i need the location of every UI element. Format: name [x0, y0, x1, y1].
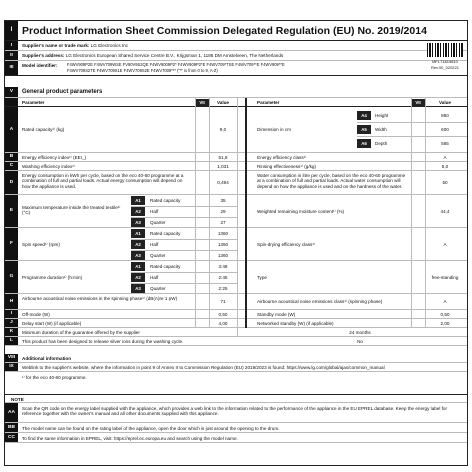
sub-label: Rated capacity: [150, 198, 181, 203]
dim-tag: A6: [357, 139, 371, 148]
row-number: I: [5, 21, 18, 40]
energy-class-value: A: [443, 155, 447, 160]
note-text: To find the same information in EPREL, visit: https://eprel.ec.europa.eu and search using the model name.: [22, 436, 238, 441]
standby-value: 0,50: [440, 312, 450, 317]
dim-tag: A5: [357, 125, 371, 134]
noise-value: 71: [220, 299, 226, 304]
model-identifier-list-2: F4WV709S2TE F4WV709S1E F4WV709S2E F4WV7009*** ("*" is from 0 to 9, A-Z): [67, 68, 218, 73]
noise-label: Airbourne acoustical noise emissions in the spinning phase¹⁾ (dB(A)re 1 pW): [22, 296, 178, 301]
param-row-h: [5, 294, 467, 310]
sub-tag: A3: [131, 251, 145, 260]
sub-label: Half: [150, 209, 159, 214]
param-row-d: [5, 171, 467, 195]
water-consumption-label: Water consumption in litre per cycle, based on the eco 40-60 programme at a combination of full and partial loads. Actual water consumption will depend on how the appliance is used and on the hardness of the water.: [257, 173, 406, 189]
delay-start-label: Delay start (W) (if applicable): [22, 321, 82, 326]
type-value: free-standing: [431, 275, 459, 280]
dim-width-value: 600: [441, 127, 449, 132]
dim-depth-label: Depth: [375, 141, 388, 146]
dimension-label: Dimension in cm: [257, 127, 291, 132]
note-tag: CC: [5, 433, 18, 442]
row-number: L: [5, 337, 18, 345]
sub-value: 35: [220, 198, 226, 203]
networked-standby-label: Networked standby (W) (if applicable): [257, 321, 334, 326]
param-row-k: [5, 328, 467, 337]
param-row-j: [5, 319, 467, 328]
col-value-right: Value: [438, 100, 451, 105]
dim-height-value: 850: [441, 113, 449, 118]
supplier-address-line: [22, 53, 283, 58]
supplier-name-label: Supplier's name or trade mark:: [22, 43, 90, 48]
note-title: NOTE: [11, 397, 24, 402]
rinsing-value: 5,0: [441, 164, 449, 169]
row-number: G: [5, 261, 18, 293]
water-consumption-value: 50: [442, 180, 448, 185]
additional-title: Additional information: [22, 356, 71, 361]
note-tag: AA: [5, 403, 18, 422]
sub-label: Half: [150, 242, 159, 247]
spin-class-value: A: [443, 242, 447, 247]
energy-class-label: Energy efficiency class¹⁾: [257, 155, 307, 160]
supplier-address-row: [5, 51, 467, 61]
silver-ions-value: No: [357, 339, 363, 344]
noise-class-label: Airbourne acoustical noise emissions class¹⁾ (spinning phase): [257, 299, 383, 304]
note-title-row: [5, 394, 467, 403]
row-number: E: [5, 195, 18, 227]
noise-class-value: A: [443, 299, 447, 304]
model-identifier-list-1: F4WV909P2E F4WV709WSE FV90V9S2QE F4WV9009P2* F4WV909P2*E F4WV709*TSE F4WV709**E F4WV909**E: [67, 62, 285, 67]
supplier-address-label: Supplier's address:: [22, 53, 65, 58]
weblink-text: Weblink to the supplier's website, where the information in point 9 of Annex II to Commission Regulation (EU) 2019/2023 is found: https://www.lg.com/global/ajax/common_manual: [22, 365, 385, 370]
param-row-c: [5, 162, 467, 171]
row-number: III: [5, 61, 18, 75]
supplier-name-value: LG Electronics Inc: [90, 43, 129, 48]
row-number: B: [5, 153, 18, 161]
col-parameter-right: Parameter: [257, 100, 280, 105]
dim-height-label: Height: [375, 113, 389, 118]
note-row-cc: [5, 433, 467, 443]
sub-label: Quarter: [150, 253, 166, 258]
sub-value: 27: [220, 220, 226, 225]
washing-efficiency-value: 1,031: [217, 164, 229, 169]
product-info-sheet: [4, 20, 468, 466]
moisture-label: Weighted remaining moisture content¹⁾ (%): [257, 209, 345, 214]
sub-label: Quarter: [150, 286, 166, 291]
param-row-g: [5, 261, 467, 294]
row-number: H: [5, 294, 18, 309]
rated-capacity-value: 9,0: [219, 127, 227, 132]
model-identifier-row: [5, 61, 467, 76]
eei-label: Energy efficiency index¹⁾ (EEI_): [22, 155, 87, 160]
row-number: [5, 98, 18, 106]
standby-label: Standby mode (W): [257, 312, 296, 317]
sub-tag: A1: [131, 196, 145, 205]
off-mode-label: Off-mode (W): [22, 312, 50, 317]
sub-tag: A2: [131, 240, 145, 249]
header-row: [5, 21, 467, 41]
supplier-address-value: LG Electronics European Shared Service Centre B.V., Krijgsman 1, 1186 DM Amstelveen, The Netherlands: [65, 53, 284, 58]
sub-tag: A1: [131, 262, 145, 271]
eei-value: 51,9: [218, 155, 228, 160]
footnote-row: [5, 372, 467, 384]
sub-tag: A2: [131, 273, 145, 282]
sub-value: 3:48: [218, 264, 228, 269]
col-unit-right: VII: [411, 99, 425, 106]
energy-consumption-value: 0,494: [217, 180, 229, 185]
sub-label: Half: [150, 275, 159, 280]
note-row-aa: [5, 403, 467, 423]
col-value-left: Value: [216, 100, 229, 105]
sub-tag: A3: [131, 284, 145, 293]
type-label: Type: [257, 275, 267, 280]
sub-value: 29: [220, 209, 226, 214]
param-row-l: [5, 337, 467, 346]
dim-width-label: Width: [375, 127, 387, 132]
page-title: Product Information Sheet Commission Delegated Regulation (EU) No. 2019/2014: [22, 25, 427, 37]
rinsing-label: Rinsing effectiveness¹⁾ (g/kg): [257, 164, 317, 169]
qr-block: [423, 41, 467, 76]
col-unit-left: VII: [195, 99, 209, 106]
footnote-text: ¹⁾ for the eco 40-60 programme.: [22, 375, 87, 380]
supplier-name-line: [22, 43, 128, 48]
row-number: F: [5, 228, 18, 260]
moisture-value: 44,4: [440, 209, 450, 214]
dim-tag: A4: [357, 111, 371, 120]
max-temp-label: Maximum temperature inside the treated textile¹⁾ (°C): [22, 205, 121, 216]
weblink-row: [5, 363, 467, 372]
rated-capacity-label: Rated capacity¹⁾ (kg): [22, 127, 65, 132]
washing-efficiency-label: Washing efficiency index¹⁾: [22, 164, 75, 169]
supplier-name-row: [5, 41, 467, 51]
qr-revision-text: Rev.00_020221: [431, 65, 459, 70]
param-row-f: [5, 228, 467, 261]
sub-label: Quarter: [150, 220, 166, 225]
row-number: C: [5, 162, 18, 170]
sub-value: 1360: [217, 253, 229, 258]
additional-title-row: [5, 354, 467, 363]
row-number: J: [5, 319, 18, 327]
sub-label: Rated capacity: [150, 231, 181, 236]
note-text: Scan the QR code on the energy label supplied with the appliance, which provides a web link to the information related to the performance of the appliance in the EU EPREL database. Keep the energy label for reference together with the owner's manual and all other documents supplied with this appliance.: [22, 406, 448, 417]
note-text: The model name can be found on the rating label of the appliance, open the door which is just around the opening to the drum.: [22, 426, 280, 431]
sub-value: 1360: [217, 242, 229, 247]
column-header-row: [5, 98, 467, 107]
sub-tag: A1: [131, 229, 145, 238]
row-number: I: [5, 310, 18, 318]
param-row-b: [5, 153, 467, 162]
sub-value: 2:25: [218, 286, 228, 291]
barcode-icon: [427, 43, 463, 57]
guarantee-value: 24 months: [349, 330, 371, 335]
guarantee-label: Minimum duration of the guarantee offered by the supplier: [22, 330, 140, 335]
sub-value: 1360: [217, 231, 229, 236]
silver-ions-label: This product has been designed to release silver ions during the washing cycle.: [22, 339, 184, 344]
off-mode-value: 0,50: [218, 312, 228, 317]
sub-label: Rated capacity: [150, 264, 181, 269]
row-number: I: [5, 41, 18, 50]
row-number: D: [5, 171, 18, 194]
note-row-bb: [5, 423, 467, 433]
sub-value: 2:45: [218, 275, 228, 280]
row-number: K: [5, 328, 18, 336]
param-row-e: [5, 195, 467, 228]
spin-class-label: Spin-drying efficiency class¹⁾: [257, 242, 315, 247]
general-title-row: [5, 87, 467, 98]
param-row-i: [5, 310, 467, 319]
qr-code-text: MFL71815810: [432, 59, 458, 64]
row-number: II: [5, 51, 18, 60]
delay-start-value: 4,00: [218, 321, 228, 326]
general-title: General product parameters: [22, 89, 103, 95]
col-parameter-left: Parameter: [22, 100, 45, 105]
sub-tag: A3: [131, 218, 145, 227]
row-number: VIII: [5, 354, 18, 362]
param-row-a: [5, 107, 467, 153]
row-number: IX: [5, 363, 18, 371]
row-number: V: [5, 87, 18, 97]
row-number: A: [5, 107, 18, 152]
spin-speed-label: Spin speed¹⁾ (rpm): [22, 242, 60, 247]
energy-consumption-label: Energy consumption in kWh per cycle, based on the eco 40-60 programme at a combination of full and partial loads. Actual energy consumption will depend on how the appliance is used.: [22, 173, 184, 189]
dim-depth-value: 565: [441, 141, 449, 146]
note-tag: BB: [5, 423, 18, 432]
programme-duration-label: Programme duration¹⁾ (h:min): [22, 275, 83, 280]
sub-tag: A2: [131, 207, 145, 216]
networked-standby-value: 2,00: [440, 321, 450, 326]
model-identifier-label: Model identifier:: [22, 63, 58, 68]
